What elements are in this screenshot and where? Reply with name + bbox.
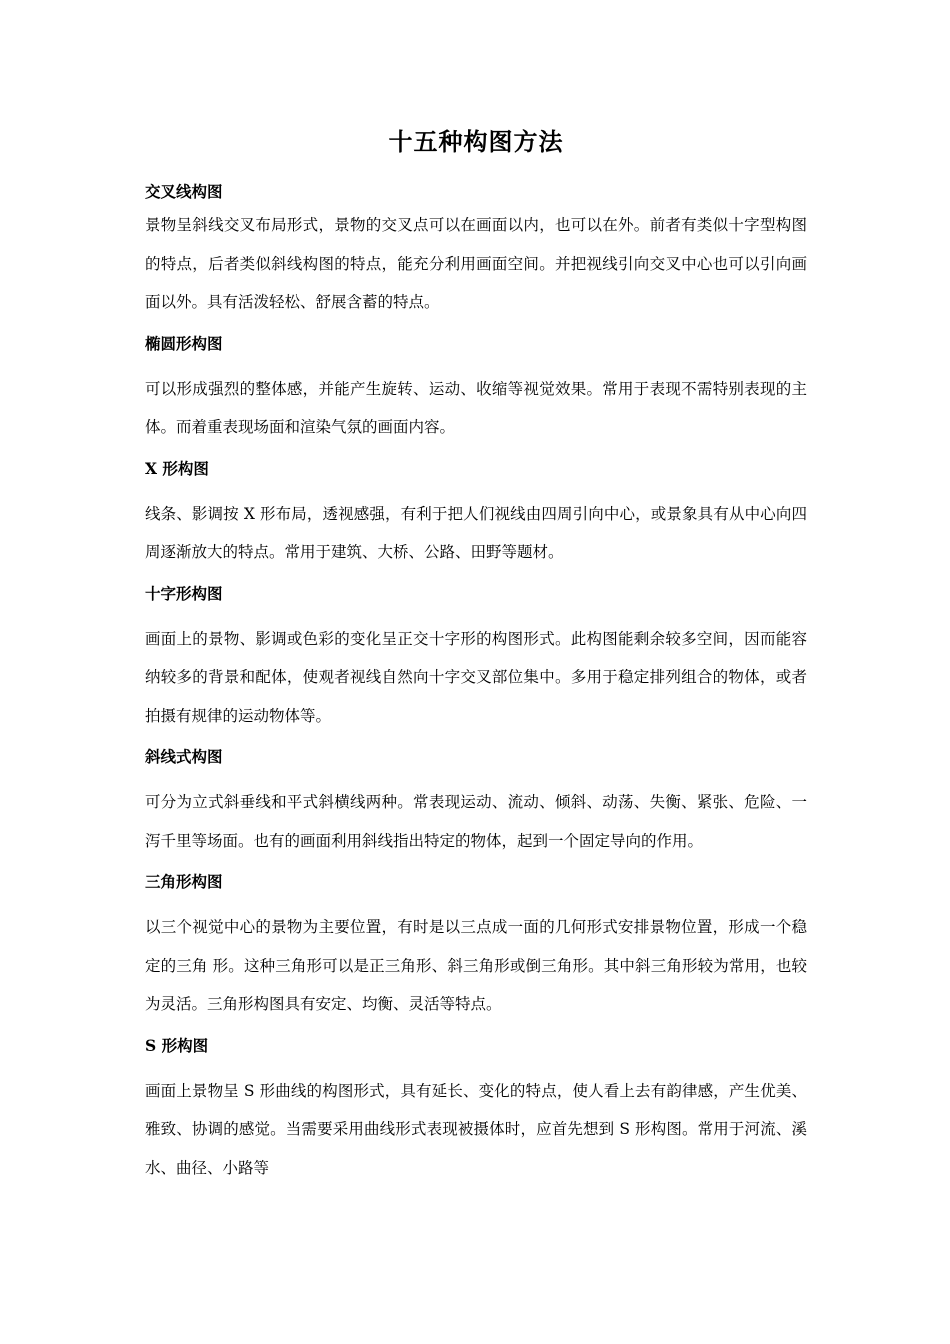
section-body: 线条、影调按 X 形布局，透视感强，有利于把人们视线由四周引向中心，或景象具有从中心向四周逐渐放大的特点。常用于建筑、大桥、公路、田野等题材。 (145, 504, 807, 561)
section-heading: X 形构图 (145, 458, 209, 478)
section-ellipse (145, 332, 807, 447)
page-title: 十五种构图方法 (388, 127, 564, 156)
section-heading: 交叉线构图 (145, 182, 223, 201)
section-cross-line (145, 180, 807, 322)
section-heading: 三角形构图 (145, 872, 223, 891)
section-triangle (145, 870, 807, 1024)
section-body: 画面上景物呈 S 形曲线的构图形式，具有延长、变化的特点，使人看上去有韵律感，产生优美、雅致、协调的感觉。当需要采用曲线形式表现被摄体时，应首先想到 S 形构图。常用于河流、溪水、曲径、小路等 (145, 1081, 807, 1177)
section-heading: S 形构图 (145, 1035, 209, 1055)
section-s-shape (145, 1034, 807, 1188)
section-heading: 十字形构图 (145, 583, 223, 603)
section-x-shape (145, 457, 807, 572)
section-diagonal (145, 745, 807, 860)
section-body: 景物呈斜线交叉布局形式，景物的交叉点可以在画面以内，也可以在外。前者有类似十字型构图的特点，后者类似斜线构图的特点，能充分利用画面空间。并把视线引向交叉中心也可以引向画面以外。具有活泼轻松、舒展含蓄的特点。 (145, 216, 807, 311)
document-page (145, 122, 807, 1197)
section-heading: 椭圆形构图 (145, 333, 223, 353)
section-body: 以三个视觉中心的景物为主要位置，有时是以三点成一面的几何形式安排景物位置，形成一个稳定的三角 形。这种三角形可以是正三角形、斜三角形或倒三角形。其中斜三角形较为常用，也较为灵活。三角形构图具有安定、均衡、灵活等特点。 (145, 918, 807, 1013)
section-body: 可分为立式斜垂线和平式斜横线两种。常表现运动、流动、倾斜、动荡、失衡、紧张、危险、一泻千里等场面。也有的画面利用斜线指出特定的物体，起到一个固定导向的作用。 (145, 793, 807, 850)
section-cross-shape (145, 582, 807, 736)
section-heading: 斜线式构图 (145, 747, 223, 766)
section-body: 可以形成强烈的整体感，并能产生旋转、运动、收缩等视觉效果。常用于表现不需特别表现的主体。而着重表现场面和渲染气氛的画面内容。 (145, 379, 807, 436)
section-body: 画面上的景物、影调或色彩的变化呈正交十字形的构图形式。此构图能剩余较多空间，因而能容纳较多的背景和配体，使观者视线自然向十字交叉部位集中。多用于稳定排列组合的物体，或者拍摄有规律的运动物体等。 (145, 629, 807, 725)
